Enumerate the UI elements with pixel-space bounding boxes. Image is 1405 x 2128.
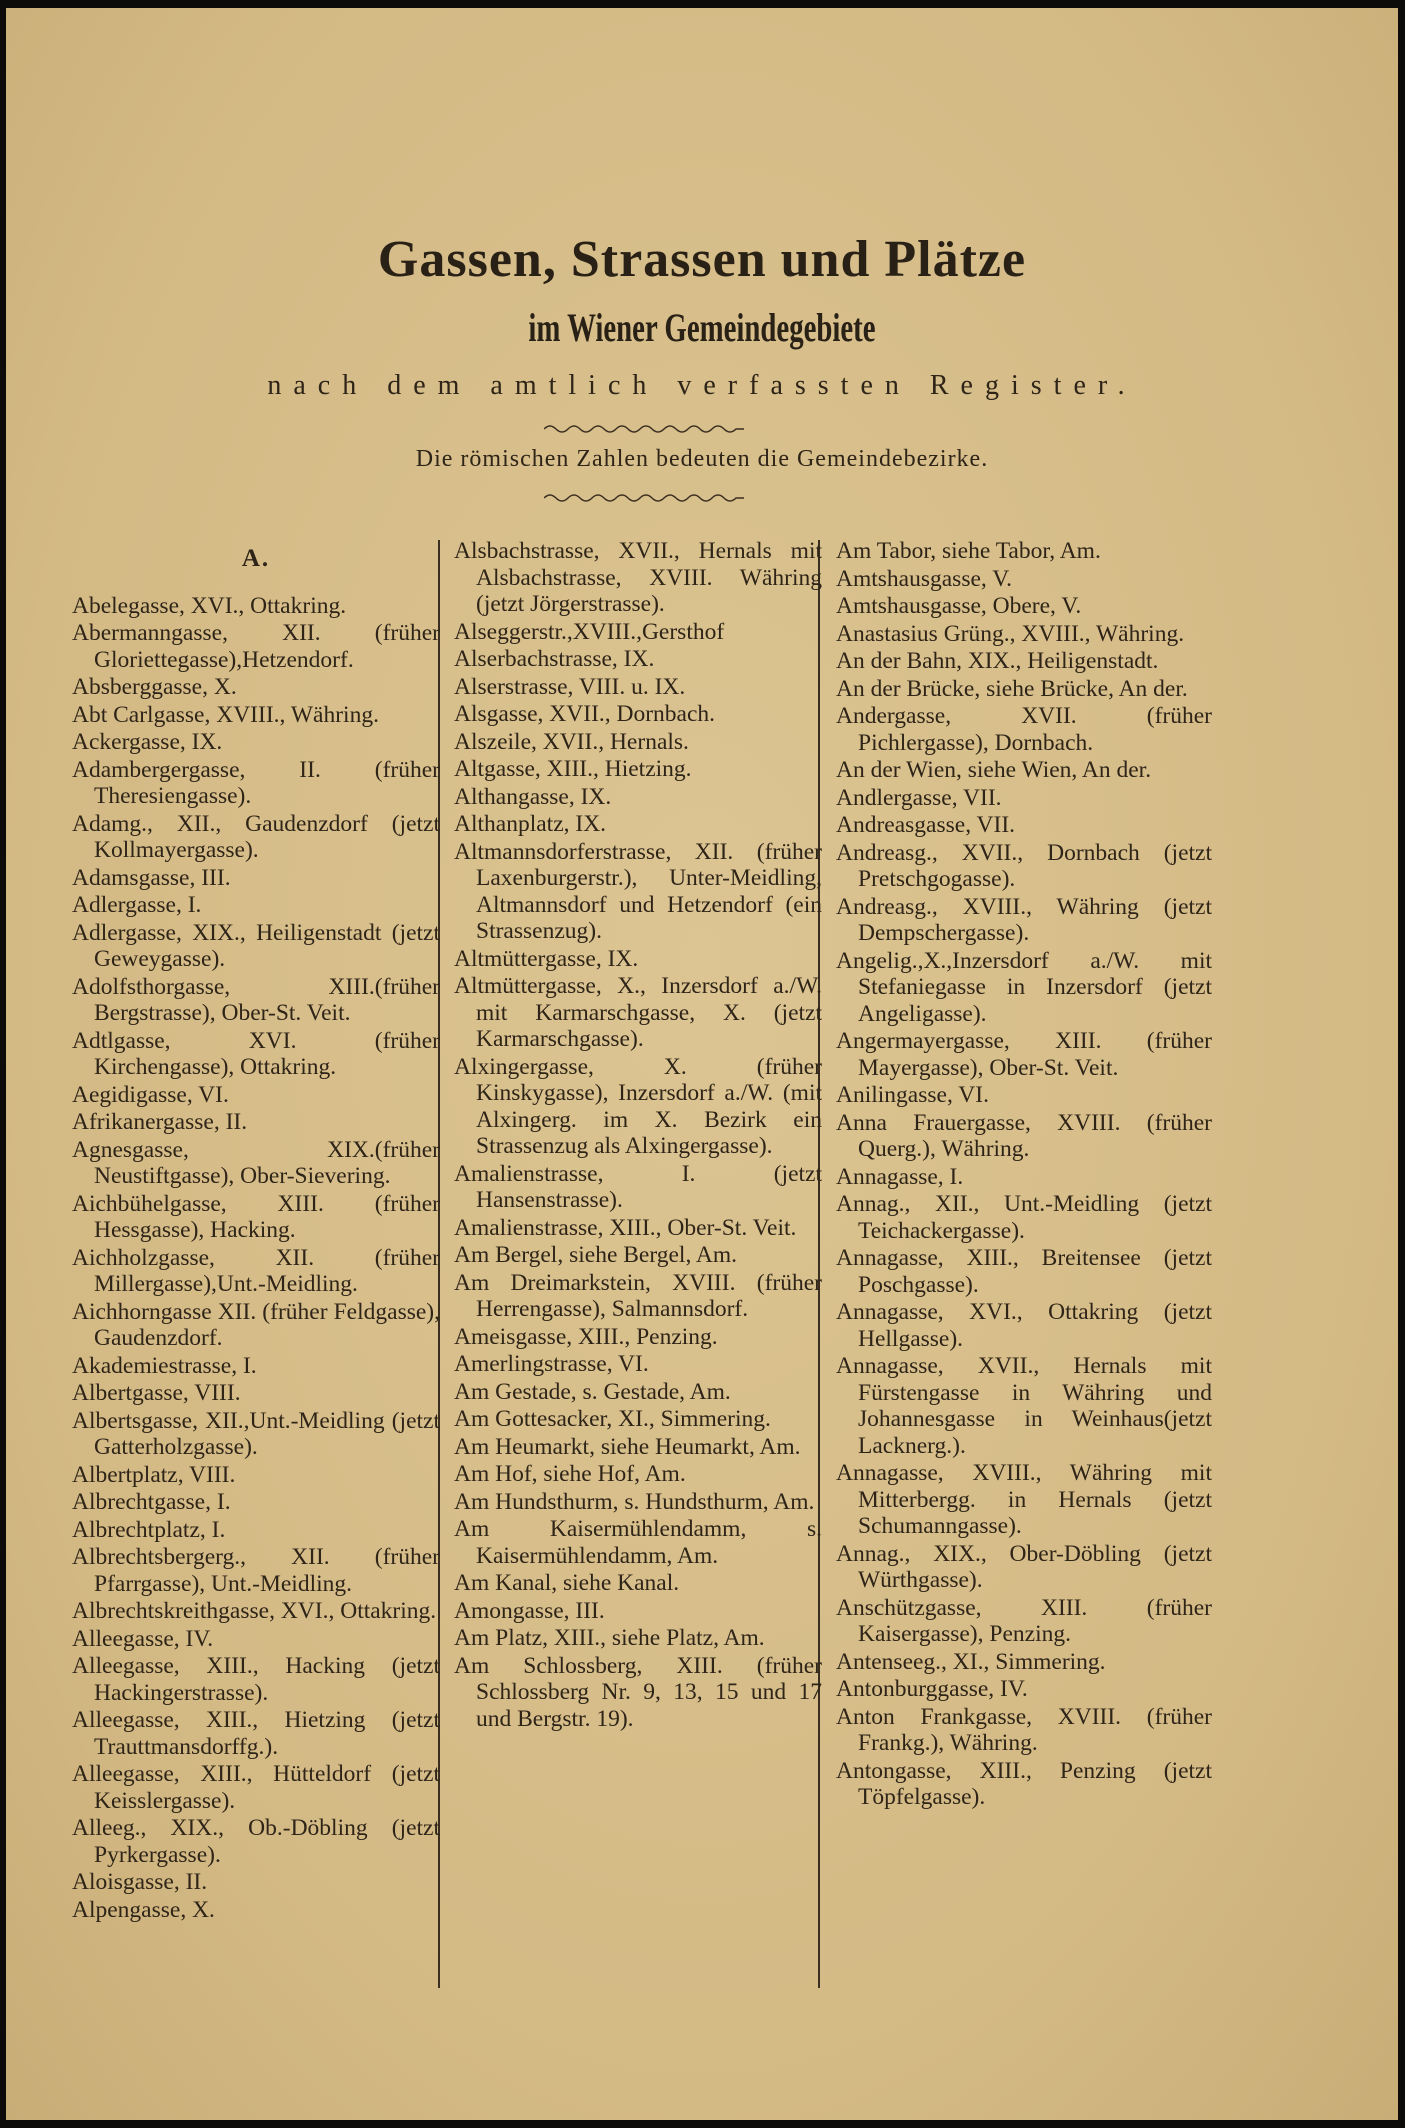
street-entry: Althanplatz, IX. (454, 811, 607, 837)
entry-list (72, 593, 440, 1924)
street-entry: Am Gottesacker, XI., Simmering. (454, 1406, 771, 1432)
street-entry: Am Kanal, siehe Kanal. (454, 1570, 680, 1596)
street-entry: Altmüttergasse, X., Inzersdorf a./W. mit Karmarschgasse, X. (jetzt Karmarschgasse). (454, 973, 822, 1052)
street-entry: Albrechtsbergerg., XII. (früher Pfarrgasse), Unt.-Meidling. (72, 1544, 440, 1597)
street-entry: Am Schlossberg, XIII. (früher Schlossberg Nr. 9, 13, 15 und 17 und Bergstr. 19). (454, 1652, 822, 1732)
street-entry: Alleegasse, XIII., Hacking (jetzt Hackingerstrasse). (72, 1653, 440, 1706)
street-entry: Absberggasse, X. (72, 674, 237, 700)
street-entry: Alsbachstrasse, XVII., Hernals mit Alsbachstrasse, XVIII. Währing (jetzt Jörgerstrasse). (454, 538, 822, 617)
street-entry: Antenseeg., XI., Simmering. (836, 1648, 1106, 1675)
street-entry: Alserbachstrasse, IX. (454, 646, 655, 672)
street-entry: Alseggerstr.,XVIII.,Gersthof (454, 618, 725, 645)
street-entry: Anna Frauergasse, XVIII. (früher Querg.), Währing. (836, 1109, 1212, 1162)
street-entry: Albrechtskreithgasse, XVI., Ottakring. (72, 1598, 437, 1624)
street-entry: Adambergergasse, II. (früher Theresiengasse). (72, 756, 440, 809)
street-entry: Annag., XIX., Ober-Döbling (jetzt Würthgasse). (836, 1540, 1212, 1593)
street-entry: Am Bergel, siehe Bergel, Am. (454, 1242, 738, 1268)
street-entry: An der Bahn, XIX., Heiligenstadt. (836, 648, 1159, 674)
page-subtitle: im Wiener Gemeindegebiete (528, 305, 876, 350)
street-entry: Am Hundsthurm, s. Hundsthurm, Am. (454, 1488, 815, 1515)
street-entry: Alsgasse, XVII., Dornbach. (454, 701, 716, 727)
street-entry: Albertgasse, VIII. (72, 1380, 241, 1406)
street-entry: Am Platz, XIII., siehe Platz, Am. (454, 1625, 765, 1651)
street-entry: Amtshausgasse, V. (836, 565, 1013, 592)
street-entry: Amerlingstrasse, VI. (454, 1351, 649, 1377)
street-entry: Ackergasse, IX. (72, 729, 223, 755)
street-entry: Alpengasse, X. (72, 1896, 215, 1923)
street-entry: Altmüttergasse, IX. (454, 945, 639, 972)
street-entry: Antonburggasse, IV. (836, 1676, 1028, 1702)
wave-ornament (544, 492, 744, 504)
entry-list (454, 538, 822, 1732)
wave-ornament (544, 423, 744, 435)
street-entry: Abelegasse, XVI., Ottakring. (72, 592, 347, 619)
register-line: nach dem amtlich verfassten Register. (267, 370, 1137, 401)
street-entry: Angelig.,X.,Inzersdorf a./W. mit Stefaniegasse in Inzersdorf (jetzt Angeligasse). (836, 947, 1212, 1027)
street-entry: An der Brücke, siehe Brücke, An der. (836, 675, 1188, 702)
street-entry: Alleegasse, XIII., Hietzing (jetzt Trauttmansdorffg.). (72, 1707, 440, 1760)
street-entry: Adlergasse, XIX., Heiligenstadt (jetzt Geweygasse). (72, 919, 440, 972)
street-entry: Alserstrasse, VIII. u. IX. (454, 673, 686, 700)
book-page (6, 8, 1398, 2120)
street-entry: Ameisgasse, XIII., Penzing. (454, 1323, 718, 1350)
street-entry: Amalienstrasse, I. (jetzt Hansenstrasse). (454, 1160, 822, 1213)
street-entry: Annag., XII., Unt.-Meidling (jetzt Teichackergasse). (836, 1191, 1212, 1244)
street-entry: Althangasse, IX. (454, 783, 612, 810)
explanatory-note: Die römischen Zahlen bedeuten die Gemeindebezirke. (415, 446, 989, 472)
street-entry: Andlergasse, VII. (836, 784, 1002, 811)
page-title: Gassen, Strassen und Plätze (377, 231, 1027, 288)
street-entry: Altgasse, XIII., Hietzing. (454, 756, 692, 782)
street-entry: Andreasg., XVII., Dornbach (jetzt Pretschgogasse). (836, 839, 1212, 892)
street-entry: Anilingasse, VI. (836, 1082, 989, 1108)
street-entry: Alxingergasse, X. (früher Kinskygasse), Inzersdorf a./W. (mit Alxingerg. im X. Bezirk ein Strassenzug als Alxingergasse). (454, 1053, 822, 1159)
street-entry: Annagasse, XVII., Hernals mit Fürstengasse in Währing und Johannesgasse in Weinhaus(jetzt Lacknerg.). (836, 1353, 1212, 1459)
street-entry: Adamsgasse, III. (72, 864, 231, 891)
street-entry: Adamg., XII., Gaudenzdorf (jetzt Kollmayergasse). (72, 810, 440, 863)
street-entry: Albertplatz, VIII. (72, 1461, 236, 1488)
street-entry: Abermanngasse, XII. (früher Gloriettegasse),Hetzendorf. (72, 620, 440, 673)
street-entry: Adolfsthorgasse, XIII.(früher Bergstrasse), Ober-St. Veit. (72, 973, 440, 1026)
street-entry: Antongasse, XIII., Penzing (jetzt Töpfelgasse). (836, 1757, 1212, 1810)
street-entry: Adtlgasse, XVI. (früher Kirchengasse), Ottakring. (72, 1027, 440, 1080)
street-entry: Annagasse, I. (836, 1163, 964, 1190)
street-entry: Aichhorngasse XII. (früher Feldgasse), Gaudenzdorf. (72, 1298, 440, 1351)
street-entry: Alszeile, XVII., Hernals. (454, 728, 689, 755)
street-entry: An der Wien, siehe Wien, An der. (836, 757, 1152, 783)
street-entry: Albrechtplatz, I. (72, 1516, 226, 1543)
street-entry: Abt Carlgasse, XVIII., Währing. (72, 701, 379, 728)
street-entry: Amalienstrasse, XIII., Ober-St. Veit. (454, 1214, 797, 1241)
street-entry: Akademiestrasse, I. (72, 1352, 257, 1379)
street-entry: Amtshausgasse, Obere, V. (836, 593, 1082, 619)
street-entry: Annagasse, XVI., Ottakring (jetzt Hellgasse). (836, 1299, 1212, 1352)
street-entry: Alleegasse, XIII., Hütteldorf (jetzt Keisslergasse). (72, 1761, 440, 1814)
street-entry: Am Heumarkt, siehe Heumarkt, Am. (454, 1433, 801, 1460)
street-entry: Afrikanergasse, II. (72, 1109, 248, 1135)
street-entry: Aichholzgasse, XII. (früher Millergasse),Unt.-Meidling. (72, 1244, 440, 1297)
street-entry: Adlergasse, I. (72, 892, 202, 918)
street-entry: Altmannsdorferstrasse, XII. (früher Laxenburgerstr.), Unter-Meidling, Altmannsdorf und Hetzendorf (ein Strassenzug). (454, 838, 822, 944)
street-entry: Annagasse, XIII., Breitensee (jetzt Poschgasse). (836, 1245, 1212, 1298)
street-entry: Angermayergasse, XIII. (früher Mayergasse), Ober-St. Veit. (836, 1028, 1212, 1081)
street-entry: Anastasius Grüng., XVIII., Währing. (836, 620, 1185, 647)
street-entry: Albrechtgasse, I. (72, 1489, 231, 1515)
street-entry: Albertsgasse, XII.,Unt.-Meidling (jetzt Gatterholzgasse). (72, 1407, 440, 1460)
street-entry: Amongasse, III. (454, 1597, 605, 1624)
street-entry: Am Hof, siehe Hof, Am. (454, 1461, 686, 1487)
street-entry: Aichbühelgasse, XIII. (früher Hessgasse), Hacking. (72, 1190, 440, 1243)
street-entry: Alleeg., XIX., Ob.-Döbling (jetzt Pyrkergasse). (72, 1815, 440, 1868)
street-entry: Agnesgasse, XIX.(früher Neustiftgasse), Ober-Sievering. (72, 1136, 440, 1189)
street-entry: Annagasse, XVIII., Währing mit Mitterbergg. in Hernals (jetzt Schumanngasse). (836, 1460, 1212, 1539)
street-entry: Andreasgasse, VII. (836, 812, 1016, 838)
section-letter: A. (241, 545, 271, 572)
street-entry: Andergasse, XVII. (früher Pichlergasse), Dornbach. (836, 703, 1212, 756)
column-3 (836, 538, 1212, 1812)
street-entry: Am Dreimarkstein, XVIII. (früher Herrengasse), Salmannsdorf. (454, 1269, 822, 1322)
column-2 (454, 538, 822, 1733)
street-entry: Anschützgasse, XIII. (früher Kaisergasse), Penzing. (836, 1594, 1212, 1647)
street-entry: Aegidigasse, VI. (72, 1081, 229, 1108)
entry-list (836, 538, 1212, 1811)
street-entry: Am Tabor, siehe Tabor, Am. (836, 538, 1101, 564)
street-entry: Am Kaisermühlendamm, s. Kaisermühlendamm, Am. (454, 1516, 822, 1569)
street-entry: Alleegasse, IV. (72, 1625, 214, 1652)
street-entry: Aloisgasse, II. (72, 1869, 208, 1895)
street-entry: Am Gestade, s. Gestade, Am. (454, 1378, 731, 1405)
column-1 (72, 538, 440, 1924)
street-entry: Anton Frankgasse, XVIII. (früher Frankg.), Währing. (836, 1703, 1212, 1756)
street-entry: Andreasg., XVIII., Währing (jetzt Dempschergasse). (836, 893, 1212, 946)
